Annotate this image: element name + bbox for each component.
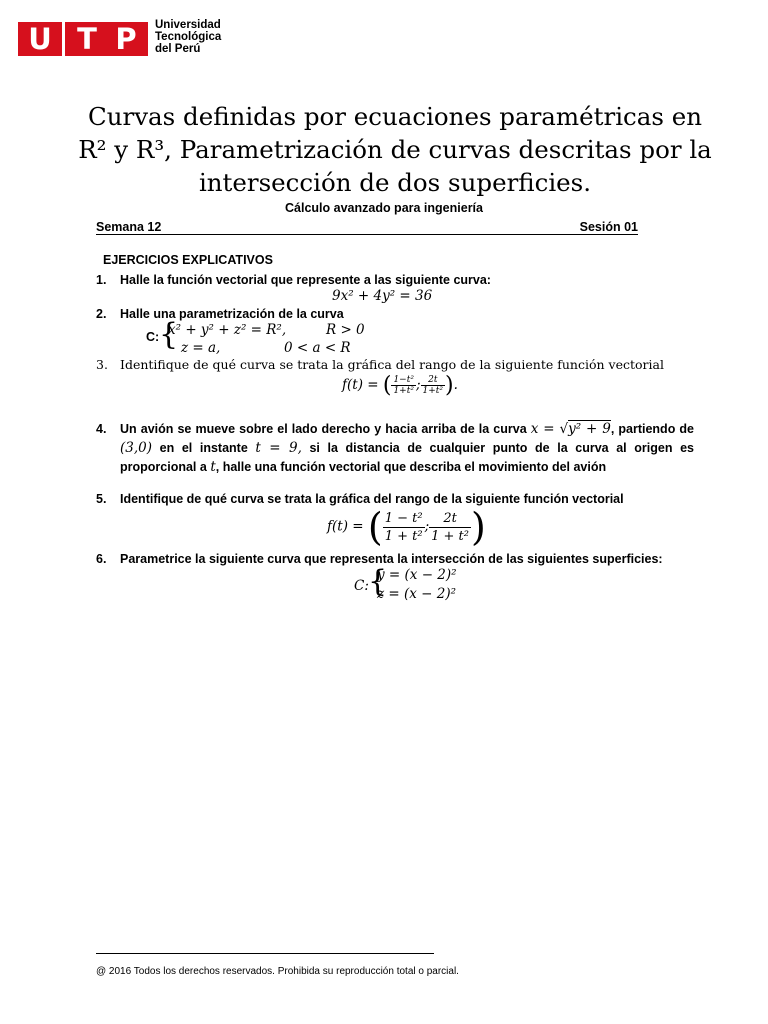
surface-equation-1: y = (x − 2)² — [377, 567, 457, 583]
fraction-numerator: 2t — [429, 510, 471, 528]
exercise-number: 1. — [96, 273, 107, 287]
proportional-variable: t — [210, 459, 216, 475]
exercise-text: Halle una parametrización de la curva — [120, 307, 344, 321]
text-part-c: en el instante — [159, 441, 248, 455]
logo-letter-t: T — [65, 22, 109, 56]
curve-label: C: — [354, 578, 369, 594]
plane-condition: 0 < a < R — [284, 340, 351, 356]
vector-function-3 — [342, 373, 458, 398]
close-paren: ) — [471, 505, 486, 549]
fraction-numerator: 1 − t² — [384, 510, 423, 526]
fraction-2 — [429, 510, 471, 545]
system-brace: { — [368, 564, 388, 599]
close-paren: ) — [445, 373, 454, 398]
plane-equation: z = a, — [181, 340, 221, 356]
document-title: Curvas definidas por ecuaciones paramétricas en R² y R³, Parametrización de curvas descritas por la intersección de dos superficies. — [78, 102, 712, 197]
surface-equation-2: z = (x − 2)² — [377, 586, 457, 602]
exercise-text — [120, 420, 694, 477]
separator: ; — [415, 377, 421, 393]
fraction-numerator: 1−t² — [393, 375, 414, 385]
exercise-text: Identifique de qué curva se trata la gráfica del rango de la siguiente función vectorial — [120, 492, 624, 506]
open-paren: ( — [382, 373, 392, 398]
function-lhs: f(t) = — [327, 518, 364, 535]
exercise-text: Identifique de qué curva se trata la gráfica del rango de la siguiente función vectorial — [120, 357, 664, 372]
fraction-1 — [391, 375, 416, 396]
text-part-d: si la distancia de cualquier punto de la curva al origen es proporcional a — [120, 441, 694, 474]
footer-rule — [96, 953, 434, 954]
exercise-text: Parametrice la siguiente curva que representa la intersección de las siguientes superficies: — [120, 552, 663, 566]
fraction-denominator: 1+t² — [393, 386, 414, 396]
logo-university-name — [155, 19, 221, 55]
logo-line-1: Universidad — [155, 19, 221, 31]
curve-equation: x = √y² + 9 — [530, 421, 611, 437]
fraction-denominator: 1+t² — [422, 386, 444, 396]
fraction-1 — [383, 510, 425, 545]
fraction-denominator: 1 + t² — [384, 528, 423, 544]
open-paren: ( — [367, 505, 383, 549]
text-part-a: Un avión se mueve sobre el lado derecho y hacia arriba de la curva — [120, 422, 527, 436]
header-rule — [96, 234, 638, 235]
exercise-text: Halle la función vectorial que represente a las siguiente curva: — [120, 273, 491, 287]
vector-function-5 — [327, 505, 486, 549]
curve-radicand: y² + 9 — [568, 421, 611, 437]
fraction-denominator: 1 + t² — [431, 528, 469, 544]
fraction-numerator: 2t — [421, 375, 446, 386]
curve-lhs: x = — [530, 421, 555, 437]
start-point: (3,0) — [120, 440, 153, 456]
radius-condition: R > 0 — [326, 322, 365, 338]
text-part-e: , halle una función vectorial que describa el movimiento del avión — [215, 460, 607, 474]
exercise-number: 4. — [96, 422, 107, 436]
copyright-footer: @ 2016 Todos los derechos reservados. Prohibida su reproducción total o parcial. — [96, 966, 459, 977]
exercise-4 — [96, 420, 696, 480]
logo-line-2: Tecnológica — [155, 31, 222, 43]
section-title: EJERCICIOS EXPLICATIVOS — [103, 253, 273, 267]
logo-line-3: del Perú — [155, 43, 201, 55]
function-lhs: f(t) = — [342, 377, 379, 393]
logo-letter-p: P — [104, 22, 148, 56]
ellipse-equation: 9x² + 4y² = 36 — [332, 288, 433, 304]
exercise-number: 3. — [96, 357, 108, 372]
instant-value: t = 9, — [255, 440, 302, 456]
exercise-number: 5. — [96, 492, 107, 506]
course-subtitle: Cálculo avanzado para ingeniería — [285, 201, 483, 215]
logo-letter-u: U — [18, 22, 62, 56]
exercise-number: 6. — [96, 552, 107, 566]
session-label: Sesión 01 — [579, 220, 638, 234]
exercise-number: 2. — [96, 307, 107, 321]
text-part-b: , partiendo de — [610, 422, 694, 436]
fraction-2 — [421, 375, 446, 396]
system-brace: { — [159, 317, 179, 352]
curve-label: C: — [146, 330, 160, 344]
separator: ; — [424, 518, 430, 535]
week-label: Semana 12 — [96, 220, 162, 234]
sphere-equation: x² + y² + z² = R², — [168, 322, 287, 338]
end-period: . — [453, 377, 458, 393]
